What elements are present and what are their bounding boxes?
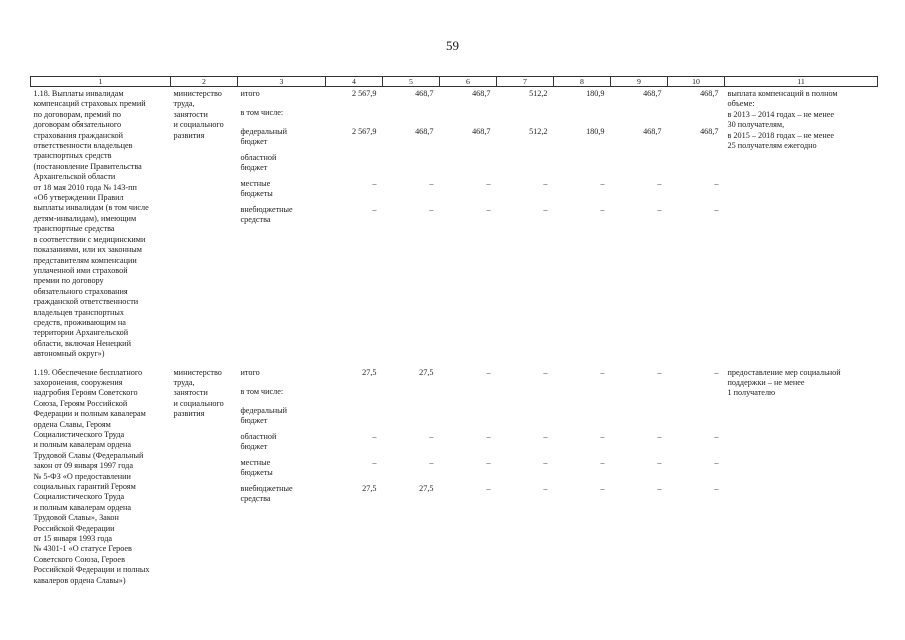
funding-value [329,108,377,127]
funding-value [500,406,548,432]
year-column [611,87,668,366]
funding-value: – [657,179,662,188]
column-header: 2 [171,77,238,87]
funding-value: – [543,367,548,377]
funding-value: – [543,457,548,467]
year-column [326,87,383,366]
funding-value [614,387,662,406]
funding-value: – [714,457,719,467]
column-header: 1 [31,77,171,87]
funding-value: – [657,367,662,377]
year-column [668,366,725,593]
year-column [611,366,668,593]
funding-value [386,387,434,406]
funding-value [557,387,605,406]
funding-value: – [600,367,605,377]
funding-source-label: в том числе: [240,386,284,396]
funding-value: – [657,431,662,441]
funding-value: 468,7 [415,89,434,98]
executor: министерство труда, занятости и социального развития [173,367,224,419]
funding-value [557,406,605,432]
year-column [440,87,497,366]
funding-value [443,153,491,179]
funding-value [500,108,548,127]
funding-value: 468,7 [643,89,662,98]
column-header: 11 [725,77,878,87]
funding-value: – [543,205,548,214]
funding-value: – [657,205,662,214]
year-column [554,366,611,593]
funding-value: 468,7 [700,89,719,98]
funding-value: 2 567,9 [351,127,377,136]
funding-value: – [486,483,491,493]
funding-value: – [714,179,719,188]
funding-source-label: местные бюджеты [240,179,273,199]
column-header: 4 [326,77,383,87]
funding-value: – [543,483,548,493]
funding-value: 180,9 [586,89,605,98]
year-column [383,87,440,366]
column-header: 10 [668,77,725,87]
funding-value: 468,7 [472,89,491,98]
funding-value [671,108,719,127]
funding-value [386,406,434,432]
funding-source-label: федеральный бюджет [240,127,288,147]
funding-value [614,153,662,179]
funding-value: – [429,205,434,214]
expected-result: предоставление мер социальной поддержки – не менее 1 получателю [727,367,841,398]
funding-value: – [372,179,377,188]
funding-value: – [657,483,662,493]
funding-value: – [543,179,548,188]
funding-value: – [600,205,605,214]
funding-source-label: областной бюджет [240,431,277,451]
program-table [30,76,878,592]
table-row [31,87,878,366]
funding-value: – [486,179,491,188]
funding-source-label: федеральный бюджет [240,405,288,425]
funding-value: – [486,205,491,214]
funding-value [329,406,377,432]
funding-value [671,406,719,432]
funding-value: 512,2 [529,127,548,136]
funding-value [614,108,662,127]
funding-value [671,387,719,406]
funding-value: 27,5 [419,367,434,377]
funding-value: 180,9 [586,127,605,136]
column-header: 8 [554,77,611,87]
measure-name: 1.19. Обеспечение бесплатного захоронения, сооружения надгробия Героям Советского Союза, Героям Российской Федерации и полным кавалерам ордена Славы, Героям Социалистического Труда и полным кавалерам ордена Трудовой Славы (Федеральный закон от 09 января 1997 года № 5-ФЗ «О предоставлении социальных гарантий Героям Социалистического Труда и полным кавалерам ордена Трудовой Славы», Закон Российской Федерации от 15 января 1993 года № 4301-1 «О статусе Героев Советского Союза, Героев Российской Федерации и полных кавалеров ордена Славы») [33,367,150,585]
funding-value [443,108,491,127]
funding-source-label: внебюджетные средства [240,205,293,225]
funding-source-label: итого [240,367,260,377]
funding-value [671,153,719,179]
funding-value: – [714,205,719,214]
year-column [497,87,554,366]
funding-value: 468,7 [643,127,662,136]
funding-value: – [429,431,434,441]
funding-value [557,153,605,179]
funding-source-label: внебюджетные средства [240,483,293,503]
funding-value [386,108,434,127]
funding-value: – [714,367,719,377]
funding-value [500,387,548,406]
funding-source-label: в том числе: [240,108,284,117]
year-column [554,87,611,366]
year-column [440,366,497,593]
column-header: 3 [238,77,326,87]
measure-name: 1.18. Выплаты инвалидам компенсаций страховых премий по договорам, премий по договорам обязательного страхования гражданской ответственности владельцев транспортных средств (постановление Правительства Архангельской области от 18 мая 2010 года № 143-пп «Об утверждении Правил выплаты инвалидам (в том числе детям-инвалидам), имеющим транспортные средства в соответствии с медицинскими показаниями, или их законным представителям компенсации уплаченной ими страховой премии по договору обязательного страхования гражданской ответственности владельцев транспортных средств, проживающим на территории Архангельской области, включая Ненецкий автономный округ») [33,89,149,359]
funding-value: 468,7 [472,127,491,136]
funding-value: 27,5 [362,483,377,493]
expected-result: выплата компенсаций в полном объеме: в 2013 – 2014 годах – не менее 30 получателям, в 2015 – 2018 годах – не менее 25 получателям ежегодно [727,89,838,151]
funding-value: – [543,431,548,441]
column-header: 9 [611,77,668,87]
page-number: 59 [446,38,459,53]
funding-value: – [657,457,662,467]
column-header: 6 [440,77,497,87]
funding-value: – [600,483,605,493]
funding-value [386,153,434,179]
funding-value: – [486,431,491,441]
funding-value: 468,7 [415,127,434,136]
funding-value [443,387,491,406]
funding-value: 27,5 [419,483,434,493]
year-column [668,87,725,366]
funding-sources [238,87,326,366]
column-header: 7 [497,77,554,87]
funding-source-label: областной бюджет [240,153,277,173]
funding-value: – [429,457,434,467]
funding-value [443,406,491,432]
funding-value: 2 567,9 [351,89,377,98]
funding-value: – [486,457,491,467]
year-column [497,366,554,593]
funding-value: – [714,483,719,493]
funding-value: – [372,457,377,467]
funding-source-label: итого [240,89,260,98]
funding-value: – [600,457,605,467]
funding-sources [238,366,326,593]
funding-value: – [714,431,719,441]
funding-source-label: местные бюджеты [240,457,273,477]
year-column [326,366,383,593]
funding-value [500,153,548,179]
table-row [31,366,878,593]
column-number-row [31,77,878,87]
funding-value [329,387,377,406]
funding-value: – [429,179,434,188]
funding-value: – [600,179,605,188]
funding-value: 468,7 [700,127,719,136]
executor: министерство труда, занятости и социального развития [173,89,224,140]
funding-value [614,406,662,432]
funding-value: – [372,205,377,214]
funding-value: – [372,431,377,441]
funding-value: – [486,367,491,377]
year-column [383,366,440,593]
column-header: 5 [383,77,440,87]
funding-value: 27,5 [362,367,377,377]
funding-value [329,153,377,179]
funding-value [557,108,605,127]
funding-value: 512,2 [529,89,548,98]
funding-value: – [600,431,605,441]
